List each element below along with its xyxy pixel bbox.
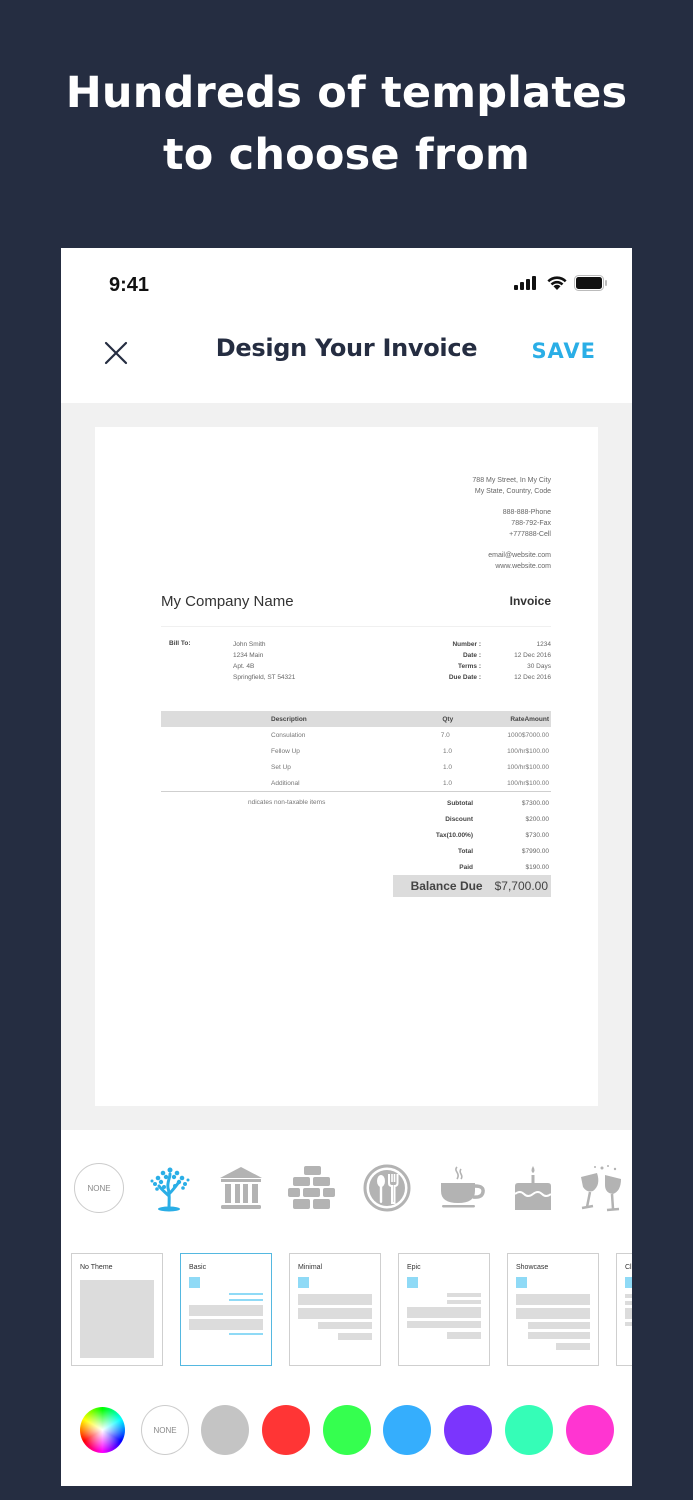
template-preview-block: [625, 1308, 632, 1319]
template-preview-block: [298, 1294, 372, 1305]
signal-icon: [514, 276, 540, 290]
item-amount: $100.00: [525, 747, 549, 755]
promo-headline: [0, 62, 693, 186]
total-value: $730.00: [525, 831, 549, 839]
invoice-title: Invoice: [509, 594, 551, 608]
item-qty: 1.0: [443, 779, 453, 787]
meta-value: 30 Days: [527, 663, 551, 670]
total-row-paid: [381, 859, 551, 875]
table-header: [161, 711, 551, 727]
color-none-button[interactable]: NONE: [141, 1405, 189, 1455]
color-swatch-blue[interactable]: [383, 1405, 431, 1455]
template-logo-swatch: [189, 1277, 200, 1288]
template-showcase[interactable]: [507, 1253, 599, 1366]
theme-none-button[interactable]: [72, 1161, 126, 1215]
tree-icon: [148, 1164, 192, 1212]
divider: [161, 626, 551, 627]
balance-due: [393, 875, 551, 897]
birthday-cake-icon: [511, 1164, 555, 1212]
template-preview-block: [407, 1307, 481, 1318]
total-label: Paid: [459, 863, 473, 871]
template-logo-swatch: [516, 1277, 527, 1288]
meta-value: 1234: [536, 641, 551, 648]
template-name: Basic: [189, 1264, 207, 1271]
template-accent-line: [229, 1293, 263, 1295]
item-amount: $100.00: [525, 779, 549, 787]
sender-phone: 888-888-Phone: [502, 509, 551, 516]
sender-address-line-1: 788 My Street, In My City: [472, 477, 551, 484]
invoice-preview-area[interactable]: [61, 403, 632, 1130]
table-row: [161, 727, 551, 743]
item-description: Consulation: [271, 731, 306, 739]
table-row: [161, 759, 551, 775]
item-qty: 1.0: [443, 747, 453, 755]
sender-info: [472, 475, 551, 572]
total-value: $7990.00: [521, 847, 549, 855]
bill-to-address: [233, 639, 295, 683]
meta-label: Terms :: [458, 663, 481, 670]
color-swatch-green[interactable]: [323, 1405, 371, 1455]
template-name: Showcase: [516, 1264, 549, 1271]
sender-cell: +777888-Cell: [509, 531, 551, 538]
sender-email: email@website.com: [488, 552, 551, 559]
total-value: $7300.00: [521, 799, 549, 807]
status-time: 9:41: [109, 274, 150, 296]
item-rate: 100/hr: [507, 747, 526, 755]
template-preview-block: [556, 1343, 590, 1350]
theme-icon-picker: [61, 1153, 632, 1223]
table-divider: [161, 791, 551, 792]
template-logo-swatch: [625, 1277, 632, 1288]
theme-restaurant-button[interactable]: [360, 1161, 414, 1215]
theme-bank-button[interactable]: [214, 1161, 268, 1215]
headline-line-2: to choose from: [162, 130, 531, 180]
template-preview-block: [447, 1332, 481, 1339]
template-minimal[interactable]: [289, 1253, 381, 1366]
column-header-rate: Rate: [510, 715, 525, 723]
balance-due-value: $7,700.00: [494, 879, 548, 893]
non-taxable-note: ndicates non-taxable items: [248, 799, 326, 806]
template-preview-block: [189, 1305, 263, 1316]
template-preview-block: [298, 1308, 372, 1319]
template-preview-block: [625, 1322, 632, 1326]
bank-icon: [218, 1165, 264, 1211]
template-preview-block: [516, 1294, 590, 1305]
line-items-table: [161, 711, 551, 792]
template-preview-block: [528, 1322, 590, 1329]
total-label: Subtotal: [447, 799, 473, 807]
bill-to-label: Bill To:: [169, 640, 191, 647]
template-preview-block: [447, 1293, 481, 1297]
theme-tree-button[interactable]: [143, 1161, 197, 1215]
table-row: [161, 743, 551, 759]
invoice-page[interactable]: [95, 427, 598, 1106]
template-accent-line: [229, 1333, 263, 1335]
balance-due-label: Balance Due: [410, 879, 483, 893]
template-logo-swatch: [407, 1277, 418, 1288]
template-basic[interactable]: [180, 1253, 272, 1366]
headline-line-1: Hundreds of templates: [65, 68, 628, 118]
bill-to-line: Apt. 4B: [233, 663, 255, 670]
bill-to-line: Springfield, ST 54321: [233, 674, 296, 681]
page-title: Design Your Invoice: [215, 334, 478, 362]
theme-bricks-button[interactable]: [285, 1161, 339, 1215]
total-label: Tax(10.00%): [435, 831, 473, 839]
item-amount: $7000.00: [521, 731, 549, 739]
template-epic[interactable]: [398, 1253, 490, 1366]
template-name: Cl: [625, 1264, 632, 1271]
phone-screen: [61, 248, 632, 1486]
template-preview-block: [625, 1301, 632, 1305]
template-name: Epic: [407, 1264, 421, 1271]
theme-none-label: NONE: [74, 1163, 124, 1213]
total-label: Discount: [445, 815, 473, 823]
item-description: Set Up: [271, 763, 291, 771]
item-description: Fellow Up: [271, 747, 300, 755]
color-wheel-button[interactable]: [80, 1407, 125, 1453]
company-name: My Company Name: [161, 593, 294, 610]
template-no-theme[interactable]: [71, 1253, 163, 1366]
meta-label: Number :: [452, 641, 481, 648]
theme-coffee-button[interactable]: [435, 1161, 489, 1215]
color-picker: [61, 1403, 632, 1458]
template-preview-block: [625, 1294, 632, 1298]
template-preview-block: [447, 1300, 481, 1304]
item-qty: 7.0: [440, 731, 450, 739]
total-row-discount: [381, 811, 551, 827]
template-name: No Theme: [80, 1264, 113, 1271]
template-preview-block: [318, 1322, 372, 1329]
status-icons: [514, 275, 608, 291]
table-row: [161, 775, 551, 791]
item-description: Additional: [271, 779, 300, 787]
wine-glasses-icon: [577, 1163, 627, 1213]
template-preview-block: [407, 1321, 481, 1328]
color-swatch-pink[interactable]: [566, 1405, 614, 1455]
restaurant-icon: [363, 1164, 411, 1212]
color-swatch-teal[interactable]: [505, 1405, 553, 1455]
template-accent-line: [229, 1299, 263, 1301]
sender-website: www.website.com: [495, 563, 551, 570]
totals: [381, 795, 551, 875]
template-name: Minimal: [298, 1264, 323, 1271]
item-amount: $100.00: [525, 763, 549, 771]
color-swatch-purple[interactable]: [444, 1405, 492, 1455]
sender-address-line-2: My State, Country, Code: [474, 488, 551, 495]
coffee-cup-icon: [437, 1165, 487, 1211]
meta-value: 12 Dec 2016: [514, 652, 551, 659]
item-qty: 1.0: [443, 763, 453, 771]
wifi-icon: [546, 275, 568, 291]
theme-celebration-button[interactable]: [575, 1161, 629, 1215]
color-swatch-gray[interactable]: [201, 1405, 249, 1455]
meta-label: Due Date :: [448, 674, 481, 681]
template-picker: [61, 1251, 632, 1367]
total-row-subtotal: [381, 795, 551, 811]
template-logo-swatch: [298, 1277, 309, 1288]
total-value: $190.00: [525, 863, 549, 871]
total-value: $200.00: [525, 815, 549, 823]
invoice-meta: [449, 639, 551, 683]
save-button[interactable]: SAVE: [531, 339, 596, 363]
total-label: Total: [457, 847, 473, 855]
template-partial[interactable]: [616, 1253, 632, 1366]
battery-icon: [574, 275, 608, 291]
meta-label: Date :: [462, 652, 481, 659]
template-preview-block: [189, 1319, 263, 1330]
sender-fax: 788-792-Fax: [511, 520, 551, 527]
color-swatch-red[interactable]: [262, 1405, 310, 1455]
bill-to-line: John Smith: [233, 641, 266, 648]
meta-value: 12 Dec 2016: [514, 674, 551, 681]
bricks-icon: [288, 1165, 336, 1211]
template-preview-block: [80, 1280, 154, 1358]
template-preview-block: [528, 1332, 590, 1339]
column-header-description: Description: [271, 715, 307, 723]
total-row-total: [381, 843, 551, 859]
theme-cake-button[interactable]: [506, 1161, 560, 1215]
column-header-qty: Qty: [442, 715, 454, 723]
item-rate: 100/hr: [507, 779, 526, 787]
template-preview-block: [516, 1308, 590, 1319]
bill-to-line: 1234 Main: [233, 652, 264, 659]
total-row-tax: [381, 827, 551, 843]
template-preview-block: [338, 1333, 372, 1340]
item-rate: 100/hr: [507, 763, 526, 771]
item-rate: 1000: [507, 731, 522, 739]
column-header-amount: Amount: [524, 715, 549, 723]
